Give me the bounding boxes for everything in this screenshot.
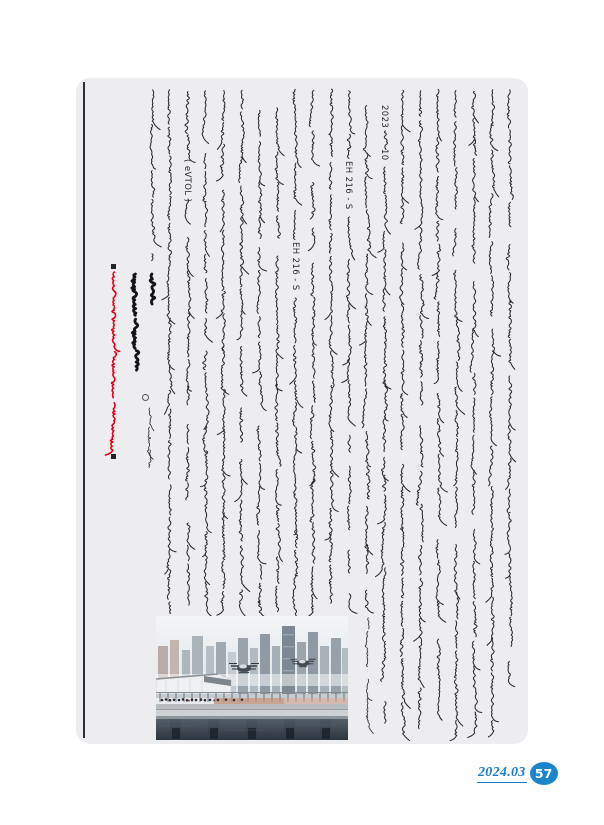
bridge-deck xyxy=(156,693,348,711)
script-column xyxy=(414,91,429,729)
script-column xyxy=(201,91,213,617)
article-photo xyxy=(156,616,348,740)
section-marker-top-icon xyxy=(111,264,116,269)
photo-caption-script xyxy=(365,618,373,733)
script-column xyxy=(253,110,268,617)
byline-separator-dot xyxy=(149,437,151,439)
script-column xyxy=(150,90,161,261)
script-column xyxy=(275,108,284,612)
byline-script xyxy=(147,408,153,467)
script-column xyxy=(132,274,139,370)
latin-fragment-evtol: ( eVTOL ) xyxy=(182,159,193,203)
river-water xyxy=(156,719,348,740)
script-column xyxy=(375,131,390,723)
latin-fragment-10: 10 xyxy=(379,149,389,161)
script-column xyxy=(235,90,250,616)
script-column xyxy=(106,272,120,455)
script-column xyxy=(486,90,501,737)
latin-fragment-eh216-2: EH 216 - S xyxy=(289,242,300,291)
script-column xyxy=(150,274,155,304)
latin-fragment-2023: 2023 xyxy=(379,105,389,129)
script-column xyxy=(308,90,319,616)
script-column xyxy=(325,89,339,603)
photo-illustration xyxy=(156,616,348,740)
script-column xyxy=(468,91,482,737)
page-footer xyxy=(477,762,558,785)
magazine-page xyxy=(76,78,528,744)
page-number-badge xyxy=(530,762,558,785)
script-column xyxy=(432,89,447,720)
script-column xyxy=(365,618,373,733)
section-label-script xyxy=(106,272,120,455)
script-column xyxy=(216,91,230,616)
page-number: 57 xyxy=(534,766,553,781)
script-column xyxy=(400,90,411,740)
article-title-script xyxy=(132,274,155,370)
section-marker-bottom-icon xyxy=(111,454,116,459)
script-column xyxy=(450,91,465,741)
script-column xyxy=(505,90,516,687)
script-column xyxy=(162,90,176,614)
latin-fragment-eh216-1: EH 216 - S xyxy=(343,161,354,210)
script-column xyxy=(290,89,303,619)
issue-label: 2024.03 xyxy=(477,765,527,783)
script-column xyxy=(360,106,377,614)
byline-circle-icon xyxy=(142,394,149,401)
